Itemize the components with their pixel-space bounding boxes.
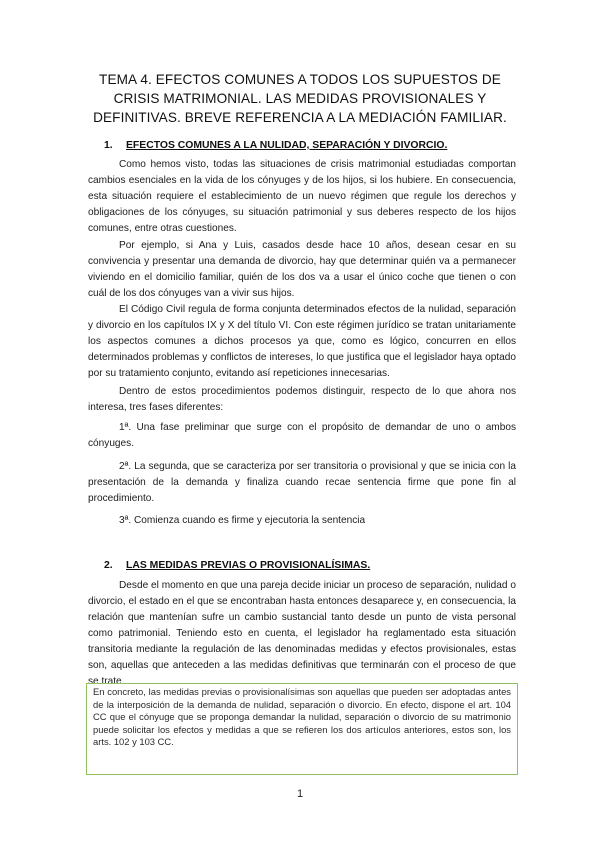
section-2-title: LAS MEDIDAS PREVIAS O PROVISIONALÍSIMAS. — [126, 560, 371, 571]
section-1-heading — [104, 140, 447, 151]
paragraph-4: Dentro de estos procedimientos podemos distinguir, respecto de lo que ahora nos interesa, tres fases diferentes: — [88, 386, 516, 413]
section-1-title: EFECTOS COMUNES A LA NULIDAD, SEPARACIÓN Y DIVORCIO. — [126, 140, 448, 151]
section-1-number: 1. — [104, 140, 113, 151]
section-2-number: 2. — [104, 560, 113, 571]
paragraph-3: El Código Civil regula de forma conjunta determinados efectos de la nulidad, separación y divorcio en los capítulos IX y X del título VI. Con este régimen jurídico se tratan unitariamente los aspectos comunes a dichos procesos ya que, como es lógico, concurren en ellos determinados problemas y conflictos de intereses, lo que justifica que el legislador haya optado por su tratamiento conjunto, evitando así repeticiones innecesarias. — [88, 304, 516, 379]
phase-3: 3ª. Comienza cuando es firme y ejecutoria la sentencia — [119, 515, 366, 526]
document-title: TEMA 4. EFECTOS COMUNES A TODOS LOS SUPUESTOS DE CRISIS MATRIMONIAL. LAS MEDIDAS PROVISIONALES Y DEFINITIVAS. BREVE REFERENCIA A LA MEDIACIÓN FAMILIAR. — [93, 72, 507, 125]
phase-2: 2ª. La segunda, que se caracteriza por ser transitoria o provisional y que se inicia con la presentación de la demanda y finaliza cuando recae sentencia firme que pone fin al procedimiento. — [88, 461, 516, 504]
paragraph-2: Por ejemplo, si Ana y Luis, casados desde hace 10 años, desean cesar en su convivencia y presentar una demanda de divorcio, hay que determinar quién va a permanecer viviendo en el domicilio familiar, quién de los dos va a usar el único coche que tienen o con cuál de los dos cónyuges van a vivir sus hijos. — [88, 240, 516, 299]
phase-1: 1ª. Una fase preliminar que surge con el propósito de demandar de uno o ambos cónyuges. — [88, 422, 516, 449]
note-text: En concreto, las medidas previas o provisionalísimas son aquellas que pueden ser adoptadas antes de la interposición de la demanda de nulidad, separación o divorcio. En efecto, dispone el art. 104 CC que el cónyuge que se proponga demandar la nulidad, separación o divorcio de su matrimonio puede solicitar los efectos y medidas a que se refieren los dos artículos anteriores, estos son, los arts. 102 y 103 CC. — [93, 686, 511, 748]
paragraph-5: Desde el momento en que una pareja decide iniciar un proceso de separación, nulidad o divorcio, el estado en el que se encontraban hasta entonces desaparece y, en consecuencia, la relación que mantenían sufre un cambio sustancial tanto desde un punto de vista personal como patrimonial. Teniendo esto en cuenta, el legislador ha reglamentado esta situación transitoria mediante la regulación de las denominadas medidas y efectos provisionales, estas son, aquellas que anteceden a las medidas definitivas que terminarán con el proceso de que se trate. — [88, 580, 516, 687]
paragraph-1: Como hemos visto, todas las situaciones de crisis matrimonial estudiadas comportan cambios esenciales en la vida de los cónyuges y de los hijos, si los hubiere. En consecuencia, esta situación requiere el establecimiento de un nuevo régimen que regule los derechos y obligaciones de los cónyuges, su situación patrimonial y sus deberes respecto de los hijos comunes, entre otras cuestiones. — [88, 159, 516, 234]
page-number: 1 — [296, 788, 304, 800]
note-box — [86, 683, 518, 775]
section-2-heading — [104, 560, 370, 571]
